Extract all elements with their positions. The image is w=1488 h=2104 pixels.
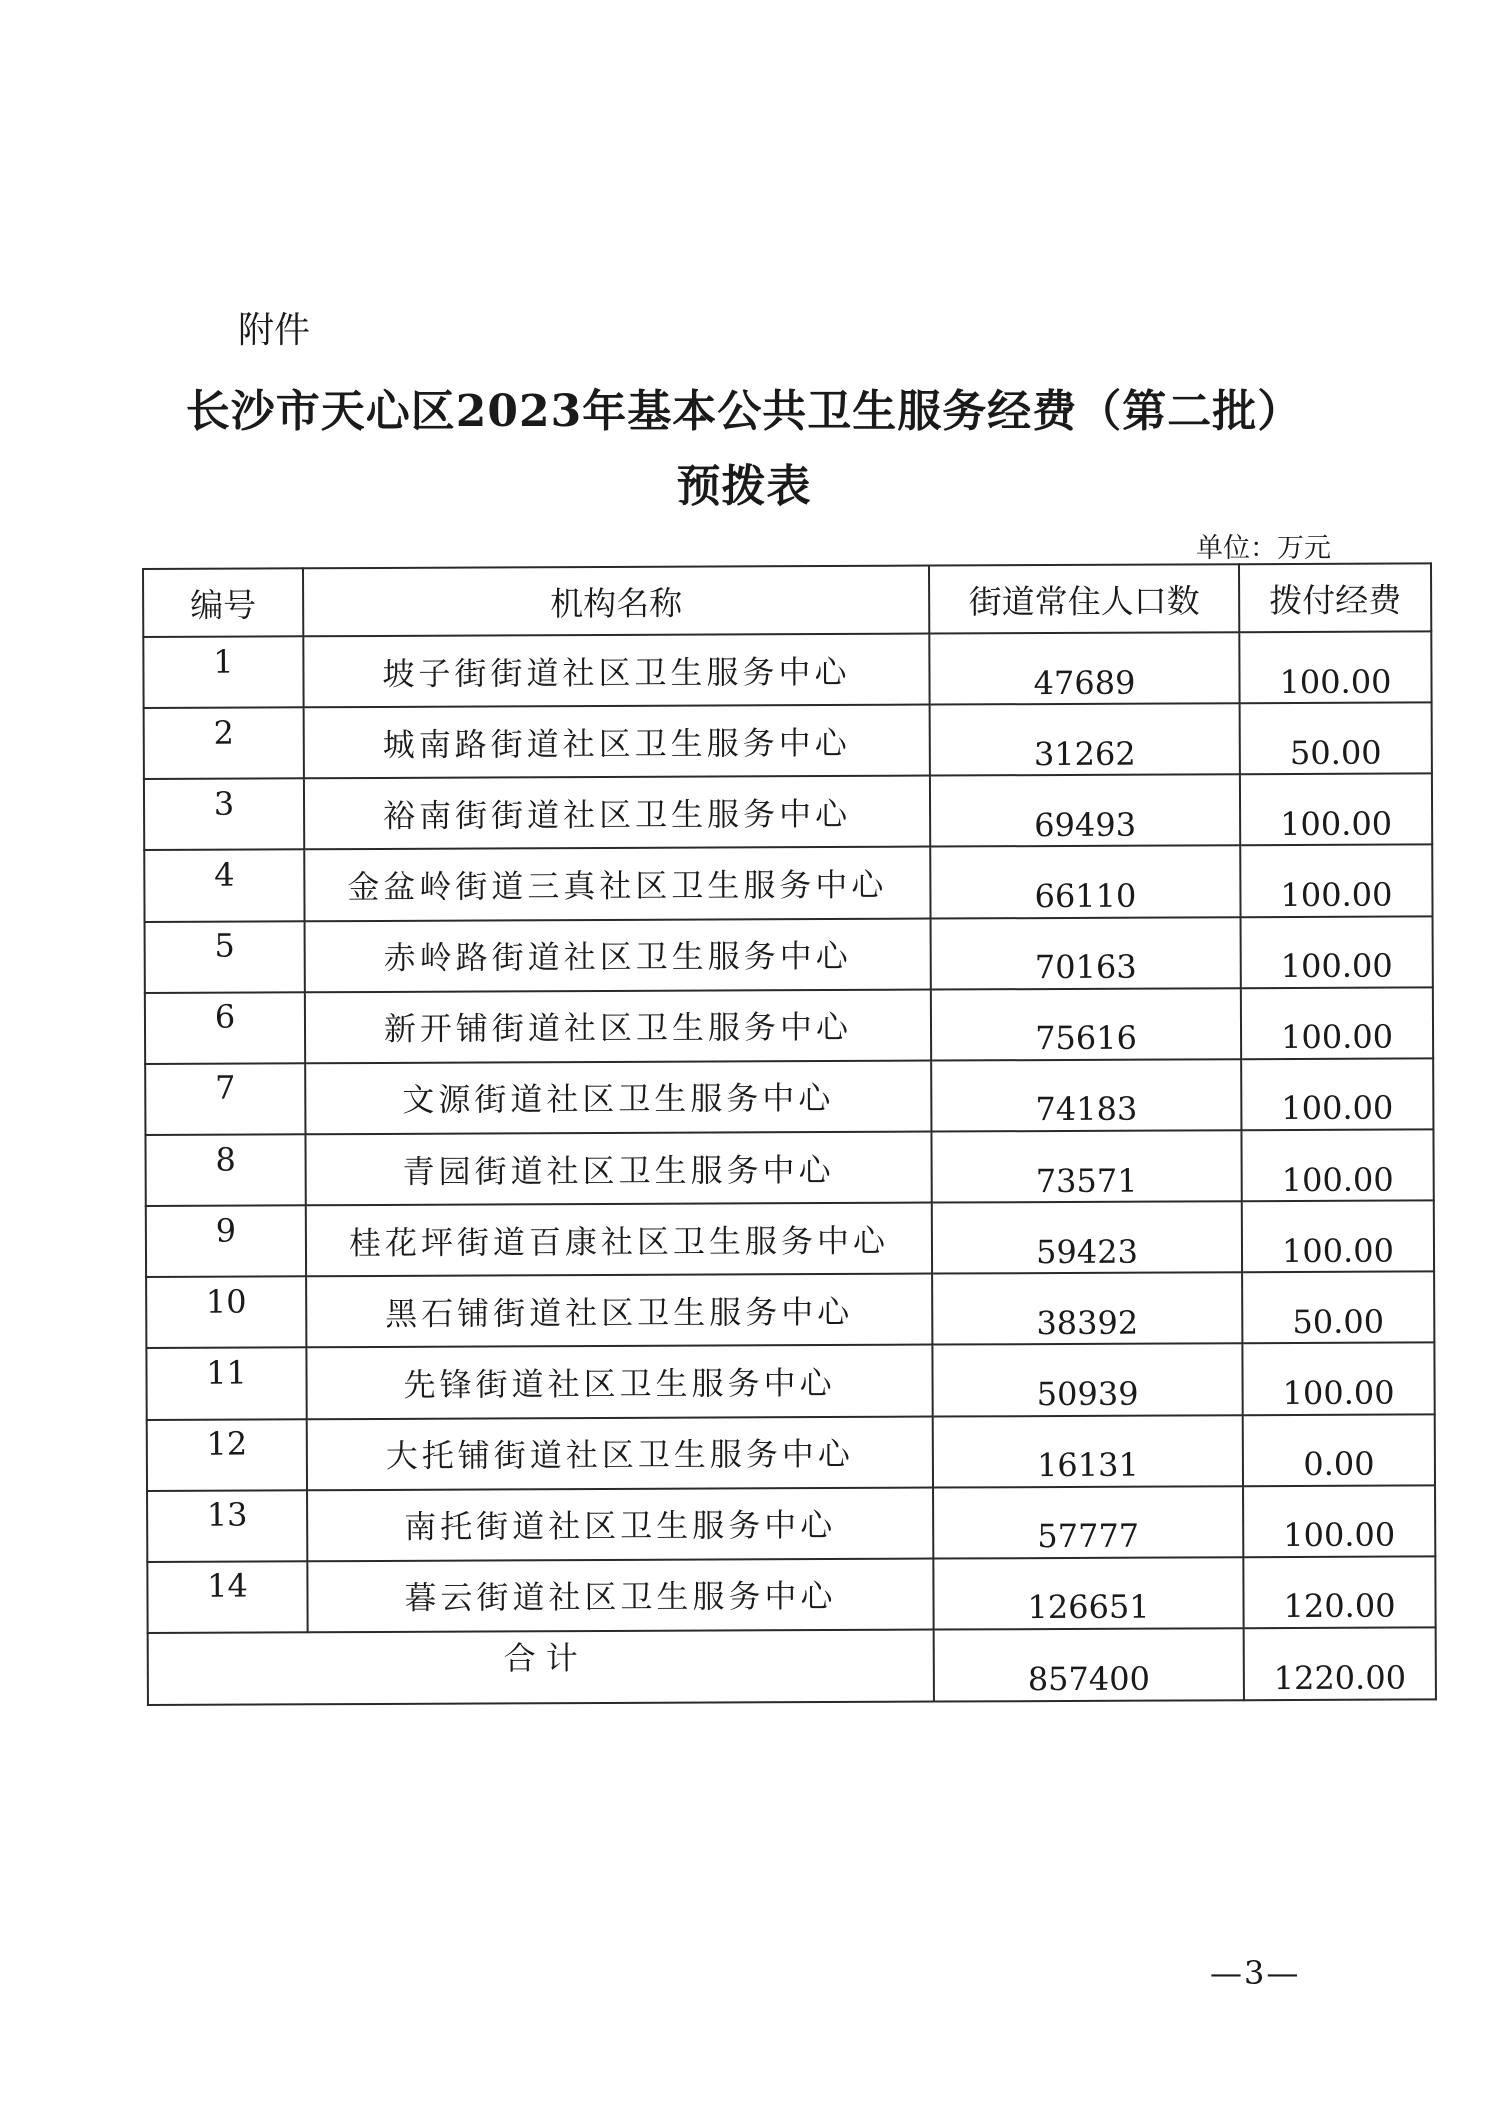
page-number: —3— bbox=[1210, 1954, 1301, 1992]
total-fee: 1220.00 bbox=[1244, 1627, 1436, 1700]
attachment-label: 附件 bbox=[238, 310, 311, 351]
fee-value: 100.00 bbox=[1241, 1129, 1433, 1201]
column-header-no: 编号 bbox=[143, 568, 303, 637]
table-row bbox=[144, 774, 1432, 851]
document-subtitle: 预拨表 bbox=[676, 461, 812, 512]
table-row bbox=[147, 1414, 1435, 1491]
row-number: 13 bbox=[147, 1490, 307, 1562]
population-value: 70163 bbox=[931, 917, 1241, 989]
population-value: 31262 bbox=[930, 703, 1240, 775]
fee-value: 120.00 bbox=[1243, 1556, 1435, 1628]
row-number: 14 bbox=[147, 1561, 307, 1633]
row-number: 4 bbox=[144, 850, 304, 922]
column-header-name: 机构名称 bbox=[303, 566, 929, 637]
fee-value: 100.00 bbox=[1241, 916, 1433, 988]
institution-name: 坡子街街道社区卫生服务中心 bbox=[303, 634, 929, 708]
fee-value: 100.00 bbox=[1241, 987, 1433, 1059]
fee-value: 100.00 bbox=[1240, 845, 1432, 917]
table-row bbox=[145, 1058, 1433, 1135]
institution-name: 暮云街道社区卫生服务中心 bbox=[307, 1558, 933, 1632]
row-number: 5 bbox=[145, 921, 305, 993]
total-row bbox=[148, 1627, 1436, 1705]
institution-name: 金盆岭街道三真社区卫生服务中心 bbox=[304, 847, 930, 921]
institution-name: 大托铺街道社区卫生服务中心 bbox=[307, 1416, 933, 1490]
fee-value: 100.00 bbox=[1239, 631, 1431, 703]
row-number: 8 bbox=[145, 1134, 305, 1206]
table-row bbox=[145, 987, 1433, 1064]
allocation-table bbox=[142, 562, 1437, 1706]
fee-value: 100.00 bbox=[1241, 1058, 1433, 1130]
table-row bbox=[147, 1556, 1435, 1633]
population-value: 69493 bbox=[930, 774, 1240, 846]
table-row bbox=[144, 703, 1432, 780]
population-value: 59423 bbox=[932, 1201, 1242, 1273]
institution-name: 新开铺街道社区卫生服务中心 bbox=[305, 989, 931, 1063]
institution-name: 裕南街街道社区卫生服务中心 bbox=[304, 776, 930, 850]
table-row bbox=[145, 1129, 1433, 1206]
row-number: 10 bbox=[146, 1277, 306, 1349]
table-row bbox=[146, 1200, 1434, 1277]
population-value: 73571 bbox=[931, 1130, 1241, 1202]
row-number: 12 bbox=[147, 1419, 307, 1491]
population-value: 16131 bbox=[933, 1415, 1243, 1487]
population-value: 57777 bbox=[933, 1486, 1243, 1558]
population-value: 74183 bbox=[931, 1059, 1241, 1131]
total-label: 合 计 bbox=[148, 1630, 934, 1705]
institution-name: 赤岭路街道社区卫生服务中心 bbox=[305, 918, 931, 992]
table-row bbox=[144, 845, 1432, 922]
fee-value: 100.00 bbox=[1242, 1200, 1434, 1272]
institution-name: 先锋街道社区卫生服务中心 bbox=[306, 1345, 932, 1419]
row-number: 6 bbox=[145, 992, 305, 1064]
population-value: 38392 bbox=[932, 1272, 1242, 1344]
population-value: 126651 bbox=[933, 1557, 1243, 1630]
institution-name: 南托街道社区卫生服务中心 bbox=[307, 1487, 933, 1561]
table-row bbox=[146, 1272, 1434, 1349]
fee-value: 50.00 bbox=[1240, 703, 1432, 775]
row-number: 7 bbox=[145, 1063, 305, 1135]
population-value: 50939 bbox=[932, 1344, 1242, 1416]
table-row bbox=[145, 916, 1433, 993]
column-header-fee: 拨付经费 bbox=[1239, 563, 1431, 632]
fee-value: 100.00 bbox=[1243, 1485, 1435, 1557]
row-number: 2 bbox=[144, 707, 304, 779]
row-number: 11 bbox=[146, 1348, 306, 1420]
column-header-population: 街道常住人口数 bbox=[929, 564, 1239, 633]
fee-value: 0.00 bbox=[1243, 1414, 1435, 1486]
population-value: 47689 bbox=[929, 632, 1239, 704]
fee-value: 100.00 bbox=[1242, 1343, 1434, 1415]
table-row bbox=[146, 1343, 1434, 1420]
table-header-row bbox=[143, 563, 1431, 637]
institution-name: 黑石铺街道社区卫生服务中心 bbox=[306, 1274, 932, 1348]
document-title: 长沙市天心区2023年基本公共卫生服务经费（第二批） bbox=[185, 386, 1303, 437]
row-number: 9 bbox=[146, 1205, 306, 1277]
fee-value: 50.00 bbox=[1242, 1272, 1434, 1344]
table-row bbox=[147, 1485, 1435, 1562]
row-number: 1 bbox=[143, 636, 303, 708]
institution-name: 城南路街道社区卫生服务中心 bbox=[304, 705, 930, 779]
total-population: 857400 bbox=[934, 1628, 1244, 1701]
fee-value: 100.00 bbox=[1240, 774, 1432, 846]
population-value: 75616 bbox=[931, 988, 1241, 1060]
table-row bbox=[143, 631, 1431, 708]
institution-name: 文源街道社区卫生服务中心 bbox=[305, 1060, 931, 1134]
row-number: 3 bbox=[144, 779, 304, 851]
unit-note: 单位：万元 bbox=[1196, 533, 1331, 564]
population-value: 66110 bbox=[930, 846, 1240, 918]
institution-name: 桂花坪街道百康社区卫生服务中心 bbox=[306, 1203, 932, 1277]
institution-name: 青园街道社区卫生服务中心 bbox=[305, 1132, 931, 1206]
